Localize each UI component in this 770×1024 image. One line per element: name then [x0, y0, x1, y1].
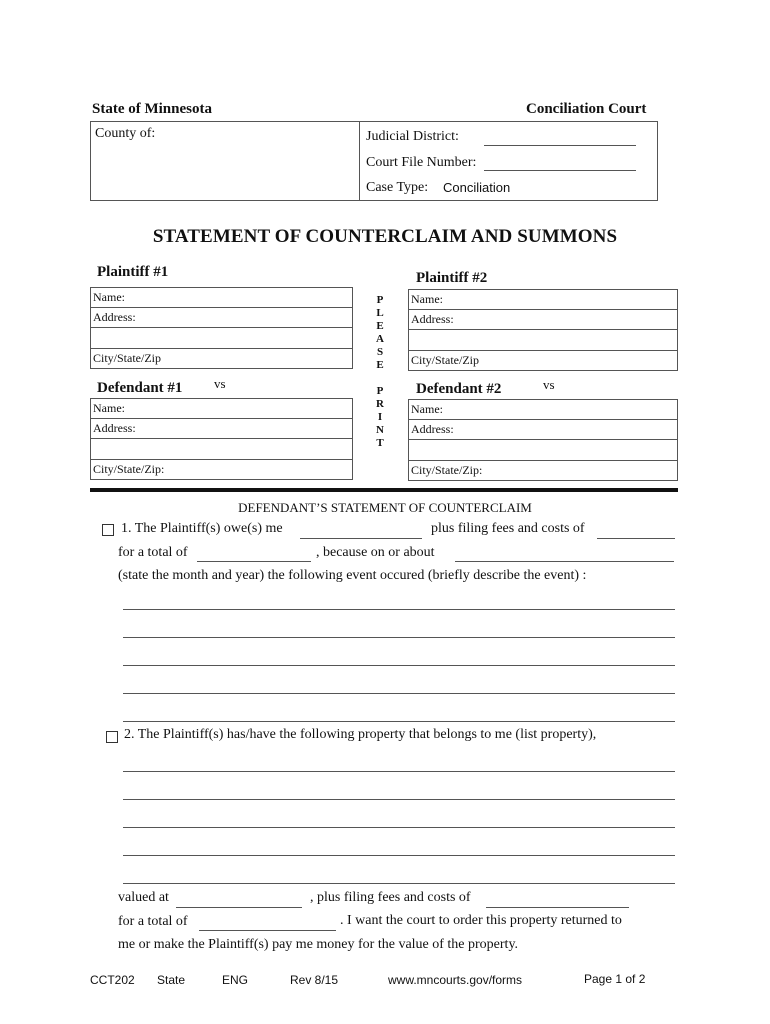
plaintiff1-box: [90, 287, 353, 369]
event-description-line-5[interactable]: [123, 721, 675, 722]
plaintiff1-csz-row[interactable]: [91, 349, 352, 369]
property-list-line-2[interactable]: [123, 799, 675, 800]
defendant2-title: Defendant #2: [416, 381, 502, 397]
property-list-line-3[interactable]: [123, 827, 675, 828]
filing-fees-field[interactable]: [597, 538, 675, 539]
plaintiff2-address-row[interactable]: [409, 310, 677, 330]
please-print-letter: E: [376, 320, 384, 332]
court-heading: Conciliation Court: [526, 101, 647, 117]
event-description-line-1[interactable]: [123, 609, 675, 610]
vs-right: vs: [543, 377, 555, 392]
name-label: Name:: [93, 290, 125, 304]
page-title: STATEMENT OF COUNTERCLAIM AND SUMMONS: [152, 226, 618, 247]
footer-page-number: Page 1 of 2: [584, 972, 646, 986]
please-print-letter: I: [377, 411, 383, 423]
section-divider: [90, 488, 678, 492]
address-label: Address:: [93, 421, 136, 435]
item2-want-text: . I want the court to order this property returned to: [340, 913, 622, 928]
defendant1-name-row[interactable]: [91, 399, 352, 419]
please-print-letter: R: [376, 398, 384, 410]
item1-date-text: , because on or about: [316, 545, 435, 560]
footer-revision: Rev 8/15: [290, 973, 339, 987]
event-description-line-2[interactable]: [123, 637, 675, 638]
item1-fees-text: plus filing fees and costs of: [431, 521, 585, 536]
property-list-line-4[interactable]: [123, 855, 675, 856]
vs-left: vs: [214, 376, 226, 391]
please-print-letter: N: [376, 424, 384, 436]
plaintiff2-box: [408, 289, 678, 371]
address-label: Address:: [411, 312, 454, 326]
case-type-value[interactable]: Conciliation: [443, 180, 511, 195]
defendant1-box: [90, 398, 353, 480]
event-date-field[interactable]: [455, 561, 674, 562]
item1-owes-text: 1. The Plaintiff(s) owe(s) me: [121, 521, 283, 536]
address-label: Address:: [93, 310, 136, 324]
plaintiff2-title: Plaintiff #2: [416, 270, 488, 286]
defendant1-csz-row[interactable]: [91, 460, 352, 480]
csz-label: City/State/Zip: [411, 353, 479, 367]
property-list-line-1[interactable]: [123, 771, 675, 772]
item1-total-text: for a total of: [118, 545, 188, 560]
item2-checkbox[interactable]: [106, 731, 118, 743]
item1-total-field[interactable]: [197, 561, 311, 562]
please-print-letter: [374, 372, 386, 385]
item1-describe-text: (state the month and year) the following event occured (briefly describe the event) :: [118, 568, 587, 583]
name-label: Name:: [93, 401, 125, 415]
address-label: Address:: [411, 422, 454, 436]
csz-label: City/State/Zip:: [411, 463, 483, 477]
please-print-letter: P: [376, 385, 384, 397]
please-print-letter: E: [376, 359, 384, 371]
csz-label: City/State/Zip:: [93, 462, 165, 476]
defendant1-title: Defendant #1: [97, 380, 183, 396]
county-label: County of:: [95, 126, 156, 141]
plaintiff2-name-row[interactable]: [409, 290, 677, 310]
defendant1-address-row[interactable]: [91, 419, 352, 439]
item2-total-field[interactable]: [199, 930, 336, 931]
defendant2-address-row[interactable]: [409, 420, 677, 440]
defendant2-csz-row[interactable]: [409, 461, 677, 481]
event-description-line-3[interactable]: [123, 665, 675, 666]
owed-amount-field[interactable]: [300, 538, 422, 539]
plaintiff1-name-row[interactable]: [91, 288, 352, 308]
plaintiff1-address-row2[interactable]: [91, 328, 352, 349]
header-divider: [359, 122, 360, 200]
footer-form-number: CCT202: [90, 973, 135, 987]
plaintiff2-address-row2[interactable]: [409, 330, 677, 351]
item1-checkbox[interactable]: [102, 524, 114, 536]
defendant2-name-row[interactable]: [409, 400, 677, 420]
judicial-district-label: Judicial District:: [366, 129, 459, 144]
item2-total-text: for a total of: [118, 914, 188, 929]
footer-language: ENG: [222, 973, 249, 987]
please-print-letter: S: [376, 346, 384, 358]
plaintiff1-title: Plaintiff #1: [97, 264, 169, 280]
plaintiff2-csz-row[interactable]: [409, 351, 677, 371]
property-value-field[interactable]: [176, 907, 302, 908]
plaintiff1-address-row[interactable]: [91, 308, 352, 328]
please-print-vertical: [374, 294, 386, 450]
name-label: Name:: [411, 292, 443, 306]
name-label: Name:: [411, 402, 443, 416]
defendant2-box: [408, 399, 678, 481]
court-file-label: Court File Number:: [366, 155, 477, 170]
footer-url[interactable]: www.mncourts.gov/forms: [388, 973, 523, 987]
valued-at-text: valued at: [118, 890, 169, 905]
state-heading: State of Minnesota: [92, 101, 212, 117]
item2-property-text: 2. The Plaintiff(s) has/have the following property that belongs to me (list property),: [124, 727, 597, 742]
defendant2-address-row2[interactable]: [409, 440, 677, 461]
statement-heading: DEFENDANT’S STATEMENT OF COUNTERCLAIM: [238, 500, 532, 515]
csz-label: City/State/Zip: [93, 351, 161, 365]
defendant1-address-row2[interactable]: [91, 439, 352, 460]
case-type-label: Case Type:: [366, 180, 429, 195]
judicial-district-field[interactable]: [484, 145, 636, 146]
please-print-letter: T: [376, 437, 384, 449]
please-print-letter: P: [376, 294, 384, 306]
item2-last-text: me or make the Plaintiff(s) pay me money for the value of the property.: [118, 937, 519, 952]
court-file-number-field[interactable]: [484, 170, 636, 171]
footer-state: State: [157, 973, 186, 987]
item2-fees-text: , plus filing fees and costs of: [310, 890, 471, 905]
property-list-line-5[interactable]: [123, 883, 675, 884]
event-description-line-4[interactable]: [123, 693, 675, 694]
please-print-letter: L: [376, 307, 384, 319]
please-print-letter: A: [376, 333, 384, 345]
item2-filing-fees-field[interactable]: [486, 907, 629, 908]
